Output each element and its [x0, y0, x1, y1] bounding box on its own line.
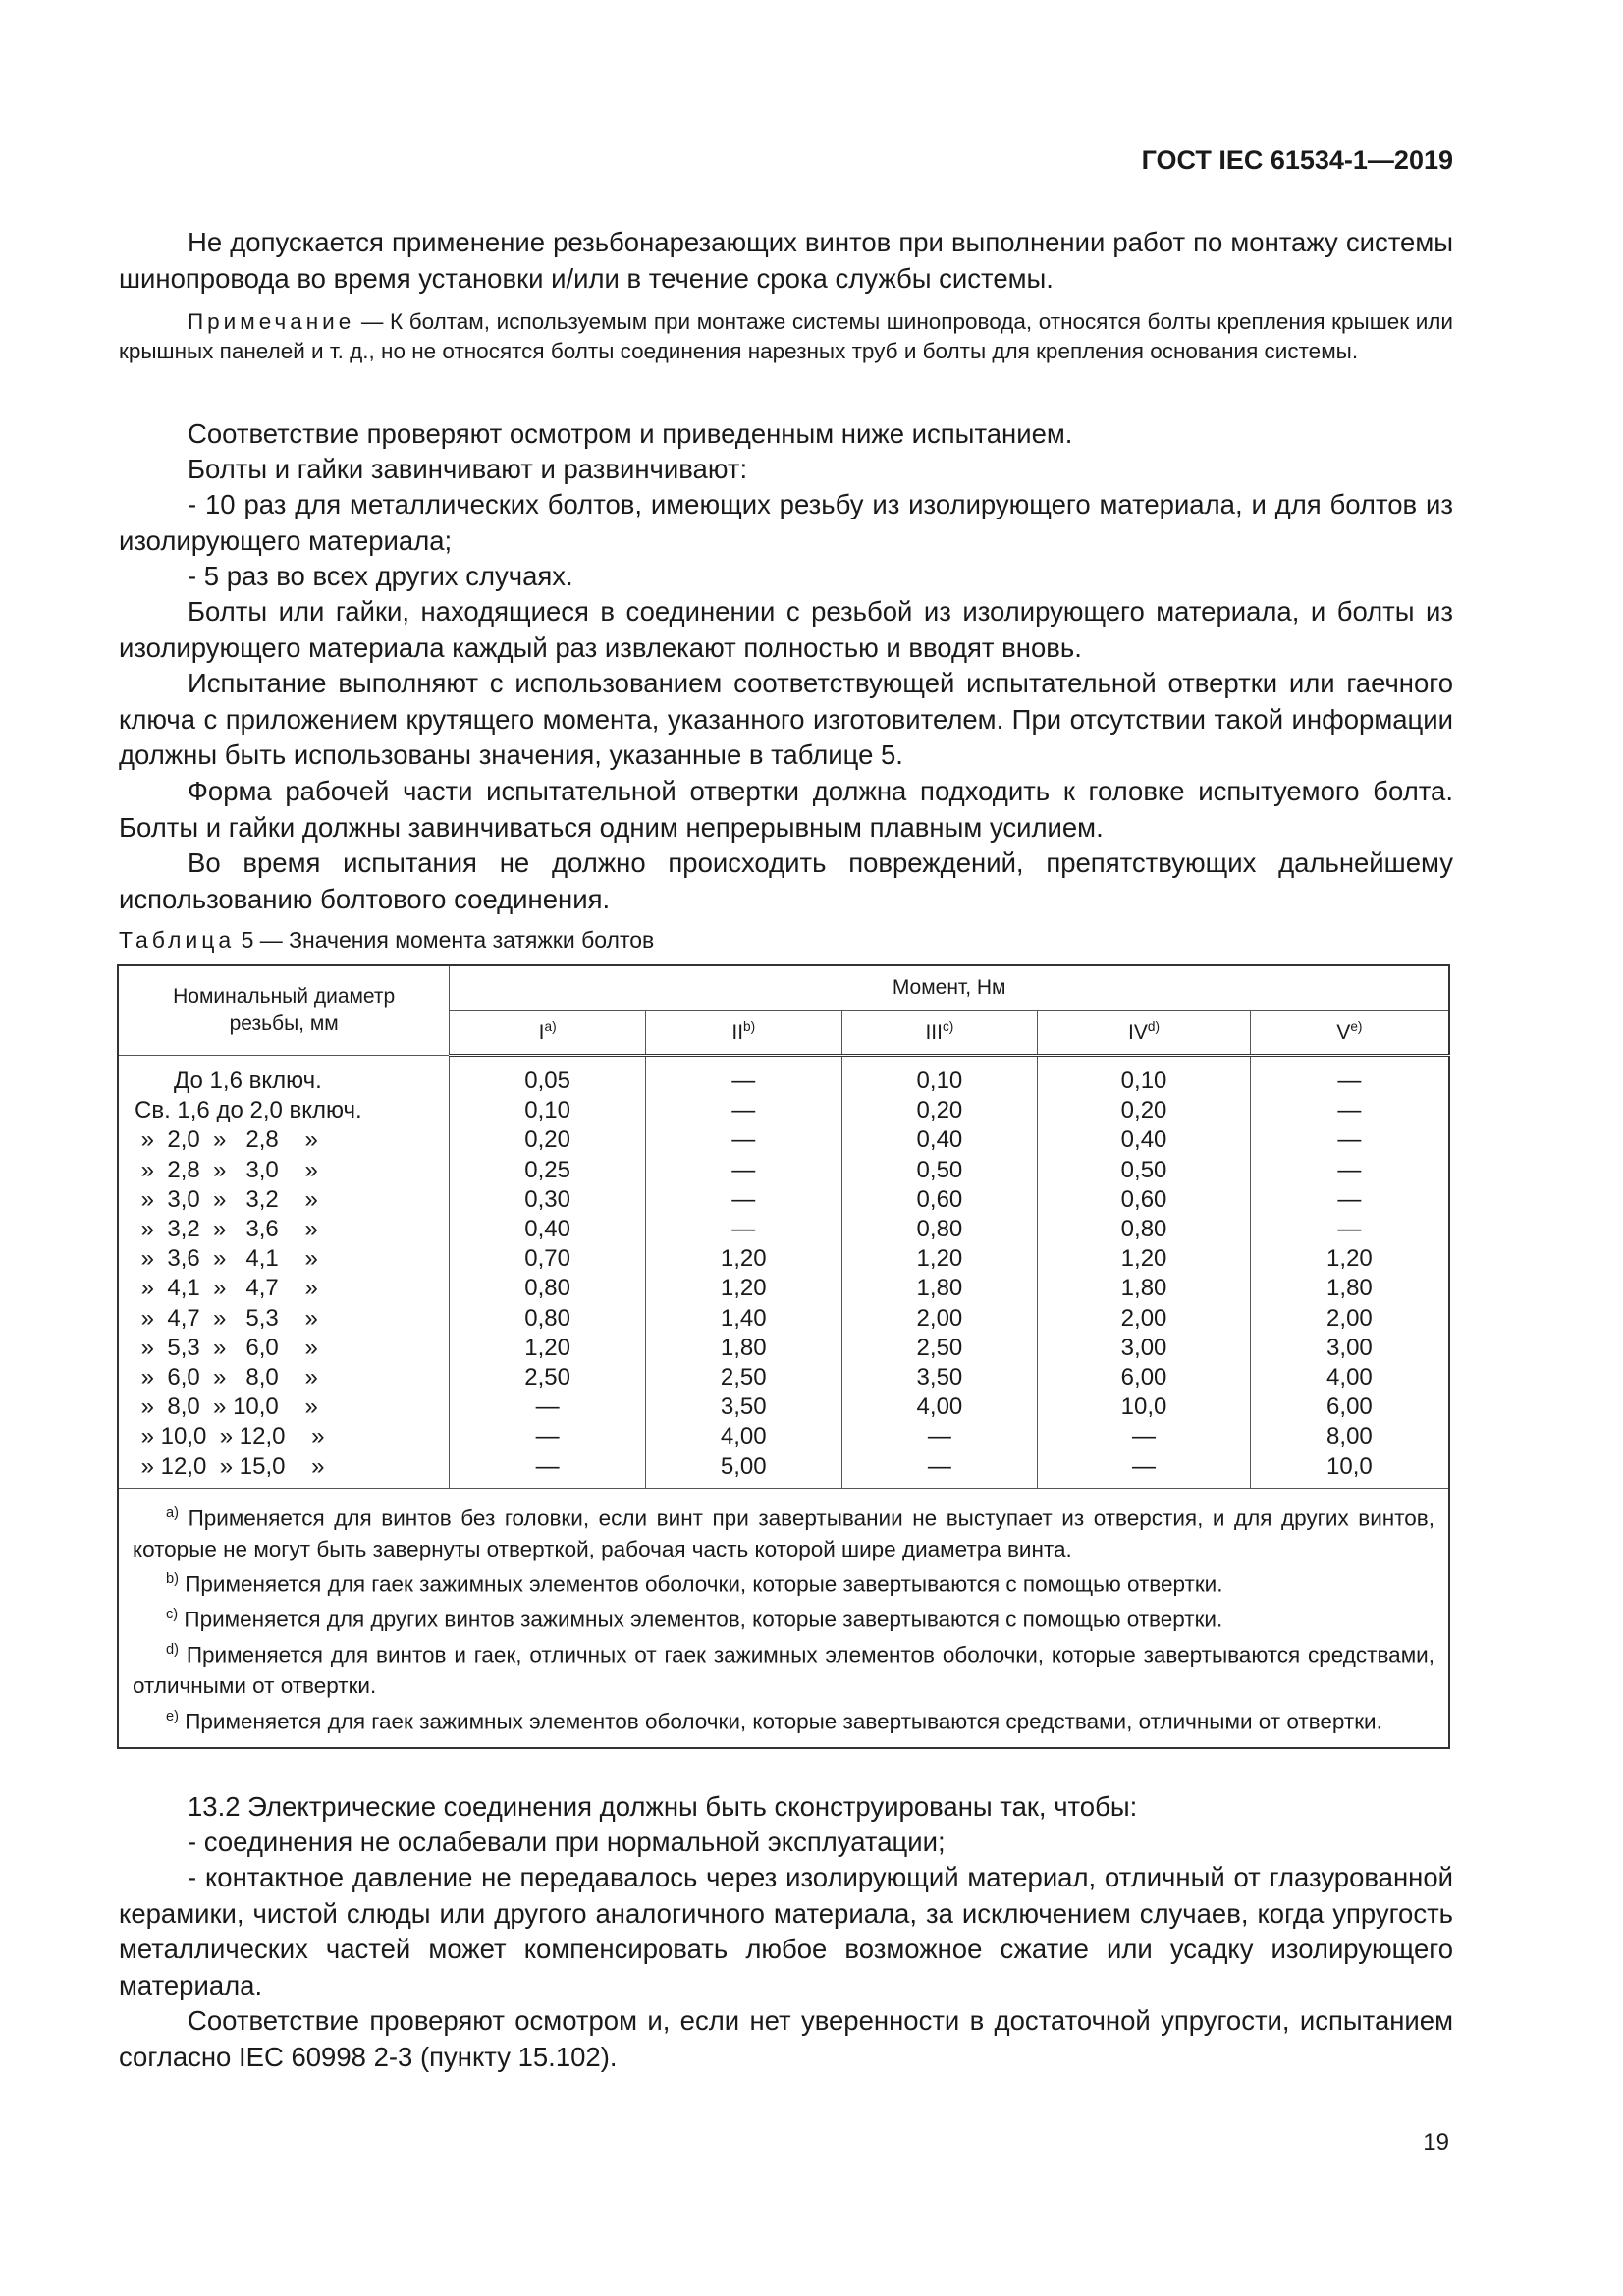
paragraph-compliance: Соответствие проверяют осмотром и приведенным ниже испытанием.: [188, 418, 1073, 449]
page-number: 19: [1423, 2129, 1449, 2156]
cell-torque: 0,50: [841, 1156, 1038, 1185]
table-row: [118, 1244, 1449, 1274]
cell-diameter: » 10,0 » 12,0 »: [118, 1422, 450, 1451]
cell-torque: 10,0: [1038, 1393, 1251, 1422]
table-caption: [119, 927, 654, 954]
cell-torque: 2,00: [1250, 1304, 1449, 1334]
cell-torque: —: [450, 1393, 646, 1422]
note: [119, 307, 1453, 366]
cell-diameter: До 1,6 включ.: [118, 1056, 450, 1097]
footnote-text: Применяется для винтов без головки, если винт при завертывании не выступает из отверстия, и для других винтов, которые не могут быть завернуты отверткой, рабочая часть которой шире диаметра винта.: [133, 1505, 1434, 1561]
footnote-text: Применяется для гаек зажимных элементов оболочки, которые завертываются с помощью отвертки.: [179, 1571, 1223, 1597]
cell-torque: 0,50: [1038, 1156, 1251, 1185]
cell-torque: 0,20: [841, 1096, 1038, 1125]
cell-torque: —: [1250, 1215, 1449, 1244]
table-row: [118, 1215, 1449, 1244]
table-row: [118, 1422, 1449, 1451]
list-item-5-times: - 5 раз во всех других случаях.: [188, 561, 573, 591]
cell-torque: —: [1250, 1125, 1449, 1155]
cell-torque: —: [645, 1215, 841, 1244]
cell-torque: 0,40: [1038, 1125, 1251, 1155]
cell-torque: 0,05: [450, 1056, 646, 1097]
cell-torque: —: [1038, 1451, 1251, 1488]
cell-torque: 0,20: [1038, 1096, 1251, 1125]
cell-torque: 0,80: [450, 1274, 646, 1303]
table-row: [118, 1125, 1449, 1155]
cell-diameter: » 6,0 » 8,0 »: [118, 1363, 450, 1393]
footnote-mark: e): [166, 1708, 179, 1724]
table-row: [118, 1304, 1449, 1334]
cell-torque: 0,10: [450, 1096, 646, 1125]
cell-torque: 2,00: [1038, 1304, 1251, 1334]
cell-diameter: » 5,3 » 6,0 »: [118, 1334, 450, 1363]
paragraph-13-2: 13.2 Электрические соединения должны быть сконструированы так, чтобы:: [188, 1791, 1138, 1822]
table-row: [118, 1185, 1449, 1215]
header-torque-group: Момент, Нм: [450, 965, 1449, 1011]
cell-diameter: » 12,0 » 15,0 »: [118, 1451, 450, 1488]
document-header: ГОСТ IEC 61534-1—2019: [1141, 145, 1453, 175]
cell-torque: 0,10: [841, 1056, 1038, 1097]
cell-torque: —: [841, 1451, 1038, 1488]
paragraph-self-tapping: Не допускается применение резьбонарезающих винтов при выполнении работ по монтажу системы шинопровода во время установки и/или в течение срока службы системы.: [119, 227, 1453, 294]
table-caption-text: 5 — Значения момента затяжки болтов: [235, 927, 655, 953]
cell-diameter: » 2,0 » 2,8 »: [118, 1125, 450, 1155]
paragraph-screwdriver: Форма рабочей части испытательной отвертки должна подходить к головке испытуемого болта. Болты и гайки должны завинчиваться одним непрерывным плавным усилием.: [119, 776, 1453, 843]
table-row: [118, 1156, 1449, 1185]
cell-torque: 1,20: [841, 1244, 1038, 1274]
cell-torque: —: [1250, 1185, 1449, 1215]
cell-torque: —: [645, 1096, 841, 1125]
note-label: Примечание: [188, 309, 355, 334]
list-item-contact-pressure: - контактное давление не передавалось через изолирующий материал, отличный от глазурованной керамики, чистой слюды или другого аналогичного материала, за исключением случаев, когда упругость металлических частей может компенсировать любое возможное сжатие или усадку изолирующего материала.: [119, 1862, 1453, 2000]
paragraph-test-method: Испытание выполняют с использованием соответствующей испытательной отвертки или гаечного ключа с приложением крутящего момента, указанного изготовителем. При отсутствии такой информации должны быть использованы значения, указанные в таблице 5.: [119, 668, 1453, 770]
table-row: [118, 1334, 1449, 1363]
table-row: [118, 1056, 1449, 1097]
table-footnote: [133, 1600, 1434, 1635]
cell-torque: 0,30: [450, 1185, 646, 1215]
cell-torque: 0,70: [450, 1244, 646, 1274]
cell-torque: 1,80: [1250, 1274, 1449, 1303]
cell-torque: 4,00: [841, 1393, 1038, 1422]
cell-torque: 8,00: [1250, 1422, 1449, 1451]
paragraph-bolts: Болты и гайки завинчивают и развинчивают:: [188, 454, 748, 484]
cell-torque: —: [1250, 1056, 1449, 1097]
note-text: — К болтам, используемым при монтаже системы шинопровода, относятся болты крепления крышек или крышных панелей и т. д., но не относятся болты соединения нарезных труб и болты для крепления основания системы.: [119, 309, 1453, 363]
cell-torque: —: [645, 1056, 841, 1097]
table-row: [118, 1363, 1449, 1393]
list-item-connections: - соединения не ослабевали при нормальной эксплуатации;: [188, 1827, 946, 1857]
table-row: [118, 1096, 1449, 1125]
cell-torque: 0,60: [1038, 1185, 1251, 1215]
paragraph-compliance-2: Соответствие проверяют осмотром и, если нет уверенности в достаточной упругости, испытанием согласно IEC 60998 2-3 (пункту 15.102).: [119, 2005, 1453, 2072]
cell-torque: 10,0: [1250, 1451, 1449, 1488]
footnote-text: Применяется для винтов и гаек, отличных от гаек зажимных элементов оболочки, которые завертываются средствами, отличными от отвертки.: [133, 1642, 1434, 1699]
cell-diameter: » 2,8 » 3,0 »: [118, 1156, 450, 1185]
table-footnotes: [118, 1488, 1449, 1748]
header-col-I: $I^{a)}$: [450, 1011, 646, 1056]
cell-torque: —: [450, 1422, 646, 1451]
cell-torque: 1,20: [645, 1244, 841, 1274]
cell-diameter: » 8,0 » 10,0 »: [118, 1393, 450, 1422]
table-caption-word: Таблица: [119, 927, 236, 953]
list-item-10-times: - 10 раз для металлических болтов, имеющих резьбу из изолирующего материала, и для болтов из изолирующего материала;: [119, 489, 1453, 556]
header-thread-diameter: Номинальный диаметр резьбы, мм: [118, 965, 450, 1056]
table-row: [118, 1274, 1449, 1303]
footnote-mark: d): [166, 1642, 179, 1659]
cell-torque: 1,80: [1038, 1274, 1251, 1303]
table-footnote: [133, 1635, 1434, 1702]
table-footnote: [133, 1564, 1434, 1600]
cell-torque: 0,80: [1038, 1215, 1251, 1244]
cell-diameter: » 4,7 » 5,3 »: [118, 1304, 450, 1334]
footnote-mark: a): [166, 1504, 179, 1521]
cell-torque: 5,00: [645, 1451, 841, 1488]
cell-torque: 0,80: [450, 1304, 646, 1334]
torque-table: [117, 964, 1450, 1749]
cell-torque: 2,00: [841, 1304, 1038, 1334]
cell-torque: 0,10: [1038, 1056, 1251, 1097]
cell-torque: 0,40: [841, 1125, 1038, 1155]
paragraph-no-damage: Во время испытания не должно происходить повреждений, препятствующих дальнейшему использованию болтового соединения.: [119, 847, 1453, 914]
cell-torque: 4,00: [645, 1422, 841, 1451]
cell-torque: 3,50: [645, 1393, 841, 1422]
cell-torque: 1,20: [645, 1274, 841, 1303]
footnote-mark: b): [166, 1571, 179, 1588]
table-row: [118, 1451, 1449, 1488]
header-col-II: II$^{b)}$: [645, 1011, 841, 1056]
cell-torque: 1,40: [645, 1304, 841, 1334]
table-row: [118, 1393, 1449, 1422]
cell-torque: 1,20: [1038, 1244, 1251, 1274]
cell-torque: —: [645, 1125, 841, 1155]
cell-torque: 3,00: [1250, 1334, 1449, 1363]
cell-torque: 1,80: [645, 1334, 841, 1363]
table-footnote: [133, 1499, 1434, 1565]
cell-torque: 2,50: [450, 1363, 646, 1393]
cell-torque: 2,50: [645, 1363, 841, 1393]
paragraph-insulating: Болты или гайки, находящиеся в соединении с резьбой из изолирующего материала, и болты из изолирующего материала каждый раз извлекают полностью и вводят вновь.: [119, 596, 1453, 663]
header-col-III: III$^{c)}$: [841, 1011, 1038, 1056]
cell-diameter: » 4,1 » 4,7 »: [118, 1274, 450, 1303]
cell-torque: —: [450, 1451, 646, 1488]
cell-diameter: Св. 1,6 до 2,0 включ.: [118, 1096, 450, 1125]
cell-torque: —: [645, 1156, 841, 1185]
footnote-mark: c): [166, 1607, 179, 1623]
cell-torque: 0,25: [450, 1156, 646, 1185]
cell-diameter: » 3,0 » 3,2 »: [118, 1185, 450, 1215]
cell-torque: 1,20: [1250, 1244, 1449, 1274]
header-col-IV: IV$^{d)}$: [1038, 1011, 1251, 1056]
cell-torque: 1,80: [841, 1274, 1038, 1303]
footnote-text: Применяется для гаек зажимных элементов оболочки, которые завертываются средствами, отличными от отвертки.: [179, 1709, 1382, 1734]
cell-torque: —: [1038, 1422, 1251, 1451]
cell-torque: —: [645, 1185, 841, 1215]
cell-torque: —: [1250, 1096, 1449, 1125]
cell-torque: 1,20: [450, 1334, 646, 1363]
cell-torque: 0,60: [841, 1185, 1038, 1215]
cell-diameter: » 3,6 » 4,1 »: [118, 1244, 450, 1274]
cell-torque: 4,00: [1250, 1363, 1449, 1393]
header-col-V: $V^{e)}$: [1250, 1011, 1449, 1056]
cell-torque: 0,20: [450, 1125, 646, 1155]
cell-torque: 2,50: [841, 1334, 1038, 1363]
cell-torque: 0,40: [450, 1215, 646, 1244]
table-footnote: [133, 1702, 1434, 1737]
cell-torque: 3,00: [1038, 1334, 1251, 1363]
cell-torque: 6,00: [1038, 1363, 1251, 1393]
cell-torque: 6,00: [1250, 1393, 1449, 1422]
cell-torque: 0,80: [841, 1215, 1038, 1244]
cell-diameter: » 3,2 » 3,6 »: [118, 1215, 450, 1244]
cell-torque: —: [1250, 1156, 1449, 1185]
footnote-text: Применяется для других винтов зажимных элементов, которые завертываются с помощью отвертки.: [178, 1607, 1223, 1632]
cell-torque: —: [841, 1422, 1038, 1451]
cell-torque: 3,50: [841, 1363, 1038, 1393]
